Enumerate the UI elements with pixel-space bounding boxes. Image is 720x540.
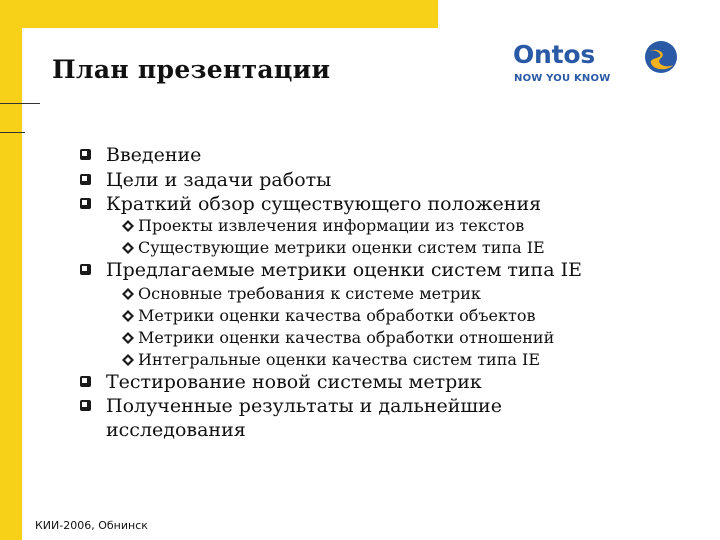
top-accent-bar xyxy=(0,0,438,28)
diamond-bullet-icon xyxy=(122,220,134,232)
diamond-bullet-icon xyxy=(122,332,134,344)
diamond-bullet-icon xyxy=(122,354,134,366)
left-accent-bar xyxy=(0,28,22,540)
square-bullet-icon xyxy=(80,264,91,275)
square-bullet-icon xyxy=(80,149,91,160)
ontos-swirl-icon xyxy=(643,39,679,75)
logo-tagline: NOW YOU KNOW xyxy=(514,73,611,84)
slide-footer: КИИ-2006, Обнинск xyxy=(35,519,148,532)
square-bullet-icon xyxy=(80,174,91,185)
square-bullet-icon xyxy=(80,400,91,411)
diamond-bullet-icon xyxy=(122,242,134,254)
logo-wordmark: Ontos xyxy=(513,40,596,69)
divider-line xyxy=(0,132,25,133)
divider-line xyxy=(0,103,40,104)
square-bullet-icon xyxy=(80,376,91,387)
slide-title: План презентации xyxy=(52,55,331,84)
square-bullet-icon xyxy=(80,198,91,209)
ontos-logo xyxy=(513,42,683,90)
diamond-bullet-icon xyxy=(122,310,134,322)
diamond-bullet-icon xyxy=(122,288,134,300)
